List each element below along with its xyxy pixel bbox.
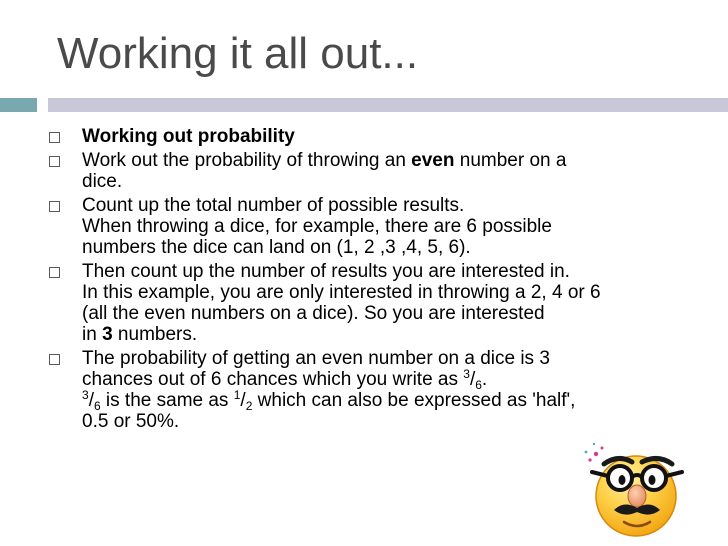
title-rule-gap [37, 98, 43, 112]
bullet-emphasis: even [411, 150, 455, 171]
bullet-heading: Working out probability [82, 126, 295, 147]
bullet-line [82, 324, 690, 345]
bullet-item [40, 126, 690, 147]
bullet-item [40, 150, 690, 192]
bullet-text: Work out the probability of throwing an [82, 150, 412, 171]
square-bullet-icon [49, 354, 60, 365]
fraction-denominator: 6 [475, 378, 482, 392]
bullet-line: dice. [82, 171, 123, 192]
slide-title: Working it all out... [57, 29, 419, 78]
bullet-text: numbers. [112, 324, 198, 345]
fraction-slash: / [240, 390, 246, 411]
fraction-slash: / [88, 390, 94, 411]
square-bullet-icon [49, 267, 60, 278]
bullet-item [40, 195, 690, 258]
bullet-line: (all the even numbers on a dice). So you are interested [82, 303, 545, 324]
disguise-smiley-icon [578, 430, 690, 542]
fraction-numerator: 3 [82, 388, 89, 402]
bullet-line: In this example, you are only interested in throwing a 2, 4 or 6 [82, 282, 601, 303]
bullet-emphasis: 3 [102, 324, 113, 345]
fraction-slash: / [469, 369, 476, 390]
title-rule [48, 98, 728, 112]
bullet-text: is the same as [100, 390, 234, 411]
bullet-text: . [481, 369, 488, 390]
bullet-line: numbers the dice can land on (1, 2 ,3 ,4, 5, 6). [82, 237, 471, 258]
bullet-text: which can also be expressed as 'half', [252, 390, 576, 411]
fraction-denominator: 6 [93, 399, 101, 413]
title-rule-accent [0, 98, 37, 112]
bullet-line: Count up the total number of possible results. [82, 195, 465, 216]
bullet-line [82, 150, 690, 171]
bullet-list [40, 126, 690, 435]
bullet-item [40, 348, 690, 432]
bullet-line: The probability of getting an even number on a dice is 3 [82, 348, 550, 369]
bullet-line [82, 369, 690, 390]
square-bullet-icon [49, 201, 60, 212]
bullet-text: chances out of 6 chances which you write as [82, 369, 464, 390]
fraction-numerator: 1 [233, 388, 241, 402]
square-bullet-icon [49, 132, 60, 143]
bullet-line: When throwing a dice, for example, there are 6 possible [82, 216, 552, 237]
fraction-numerator: 3 [463, 367, 470, 381]
bullet-line: 0.5 or 50%. [82, 411, 180, 432]
bullet-text: number on a [454, 150, 567, 171]
square-bullet-icon [49, 156, 60, 167]
bullet-item [40, 261, 690, 345]
bullet-text: in [82, 324, 103, 345]
bullet-line: Then count up the number of results you are interested in. [82, 261, 570, 282]
bullet-line [82, 390, 690, 411]
fraction-denominator: 2 [245, 399, 253, 413]
